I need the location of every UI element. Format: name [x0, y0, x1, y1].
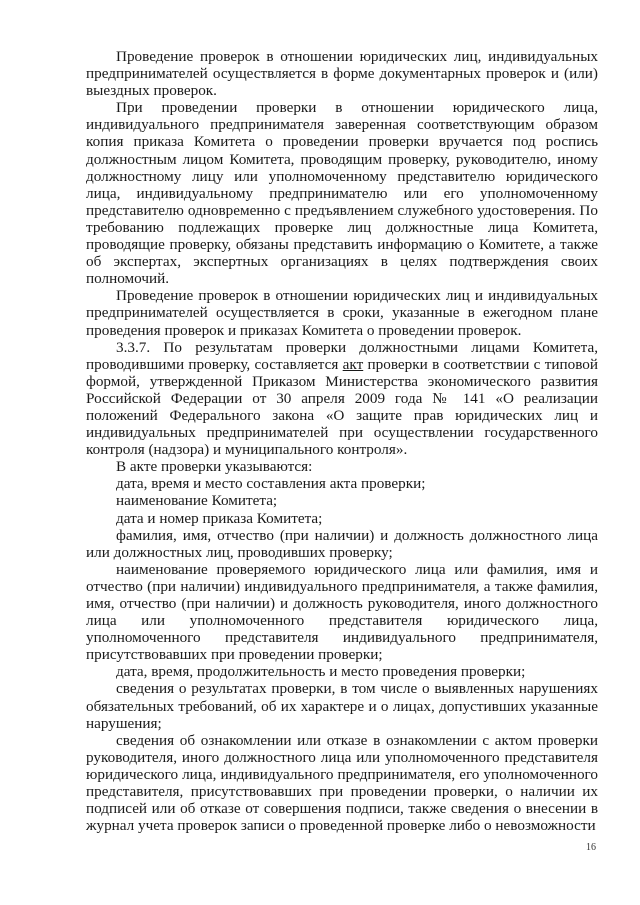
paragraph-order-delivery: При проведении проверки в отношении юридического лица, индивидуального предпринимателя заверенная соответствующим образом копия приказа Комитета о проведении проверки вручается под роспись должностным лицом Комитета, проводящим проверку, руководителю, иному должностному лицу или уполномоченному представителю юридического лица, индивидуальному предпринимателю или его уполномоченному представителю одновременно с предъявлением служебного удостоверения. По требованию подлежащих проверке лиц должностные лица Комитета, проводящие проверку, обязаны представить информацию о Комитете, а также об экспертах, экспертных организациях в целях подтверждения своих полномочий. — [86, 99, 598, 288]
list-item-inspected-entity: наименование проверяемого юридического лица или фамилия, имя и отчество (при наличии) индивидуального предпринимателя, а также фамилия, имя, отчество (при наличии) и должность руководителя, иного должностного лица или уполномоченного представителя юридического лица, уполномоченного представителя индивидуального предпринимателя, присутствовавших при проведении проверки; — [86, 560, 598, 664]
list-intro: В акте проверки указываются: — [116, 458, 313, 476]
paragraph-3-3-7 — [86, 339, 598, 459]
document-page — [86, 48, 598, 834]
act-underlined-word: акт — [342, 355, 364, 373]
paragraph-inspection-terms: Проведение проверок в отношении юридических лиц и индивидуальных предпринимателей осуществляется в сроки, указанные в ежегодном плане проведения проверок и приказах Комитета о проведении проверок. — [86, 287, 598, 339]
list-item-results: сведения о результатах проверки, в том числе о выявленных нарушениях обязательных требований, об их характере и о лицах, допустивших указанные нарушения; — [86, 680, 598, 732]
paragraph-3-3-7-end: проверки в соответствии с типовой формой, утвержденной Приказом Министерства экономического развития Российской Федерации от 30 апреля 2009 года № 141 «О реализации положений Федерального закона «О защите прав юридических лиц и индивидуальных предпринимателей при осуществлении государственного контроля (надзора) и муниципального контроля». — [86, 355, 598, 459]
list-item-date-place: дата, время и место составления акта проверки; — [116, 475, 426, 493]
list-item-committee-name: наименование Комитета; — [116, 492, 278, 510]
page-number: 16 — [586, 842, 596, 853]
paragraph-inspection-forms: Проведение проверок в отношении юридических лиц, индивидуальных предпринимателей осуществляется в форме документарных проверок и (или) выездных проверок. — [86, 48, 598, 100]
list-item-order-date-number: дата и номер приказа Комитета; — [116, 509, 323, 527]
list-item-acknowledgement: сведения об ознакомлении или отказе в ознакомлении с актом проверки руководителя, иного должностного лица или уполномоченного представителя юридического лица, индивидуального предпринимателя, его уполномоченного представителя, присутствовавших при проведении проверки, о наличии их подписей или об отказе от совершения подписи, также сведения о внесении в журнал учета проверок записи о проведенной проверке либо о невозможности — [86, 731, 598, 835]
paragraph-3-3-7-start: 3.3.7. По результатам проверки должностными лицами Комитета, проводившими проверку, составляется — [86, 338, 598, 373]
list-item-officials: фамилия, имя, отчество (при наличии) и должность должностного лица или должностных лиц, проводивших проверку; — [86, 526, 598, 561]
list-item-inspection-time: дата, время, продолжительность и место проведения проверки; — [116, 663, 526, 681]
